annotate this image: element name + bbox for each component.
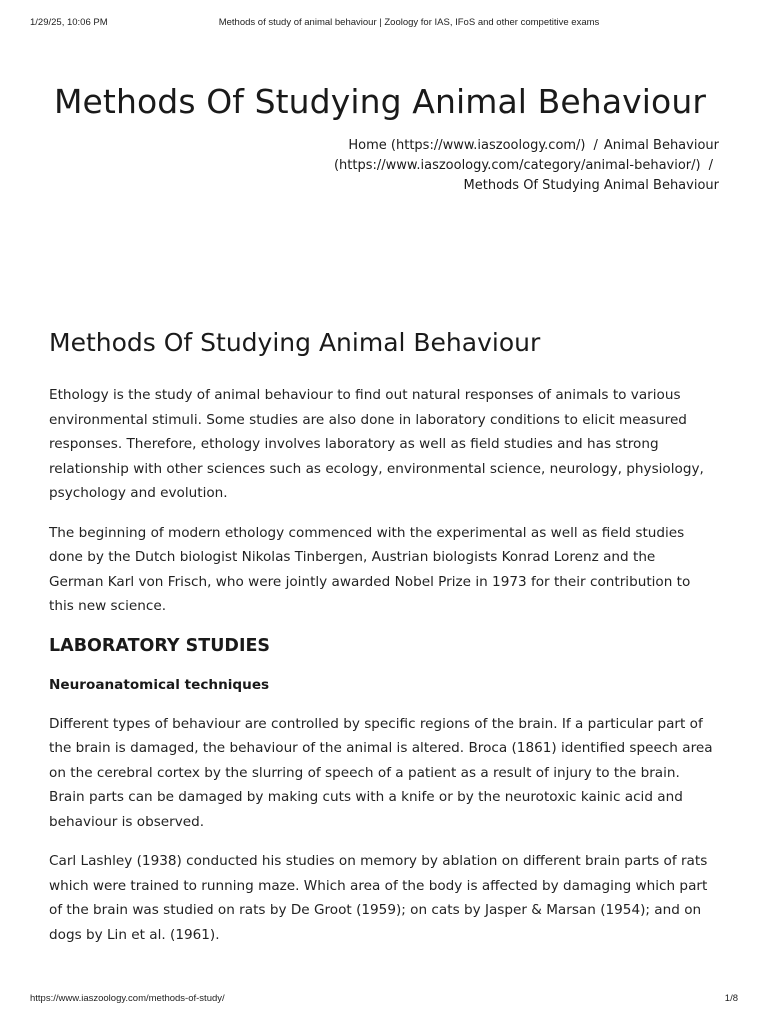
print-footer xyxy=(0,993,768,1007)
article-content xyxy=(49,326,714,962)
breadcrumb-category-link[interactable]: Animal Behaviour (https://www.iaszoology.com/category/animal-behavior/) xyxy=(333,138,719,173)
article-paragraph: The beginning of modern ethology commenced with the experimental as well as field studies done by the Dutch biologist Nikolas Tinbergen, Austrian biologists Konrad Lorenz and the German Karl von Frisch, who were jointly awarded Nobel Prize in 1973 for their contribution to this new science. xyxy=(49,524,691,614)
page-title: Methods Of Studying Animal Behaviour xyxy=(53,82,707,121)
breadcrumb xyxy=(259,136,719,196)
article-paragraph: Carl Lashley (1938) conducted his studies on memory by ablation on different brain parts of rats which were trained to running maze. Which area of the body is affected by damaging which part of the brain was studied on rats by De Groot (1959); on cats by Jasper & Marsan (1954); and on dogs by Lin et al. (1961). xyxy=(49,853,708,943)
article-title: Methods Of Studying Animal Behaviour xyxy=(49,328,541,357)
print-datetime: 1/29/25, 10:06 PM xyxy=(30,17,108,28)
breadcrumb-current: Methods Of Studying Animal Behaviour xyxy=(463,178,719,193)
print-header xyxy=(0,17,768,31)
breadcrumb-home-link[interactable]: Home (https://www.iaszoology.com/) xyxy=(348,138,586,153)
print-page-number: 1/8 xyxy=(724,993,738,1004)
section-heading: LABORATORY STUDIES xyxy=(49,635,271,656)
article-paragraph: Ethology is the study of animal behaviour to find out natural responses of animals to various environmental stimuli. Some studies are also done in laboratory conditions to elicit measured responses. Therefore, ethology involves laboratory as well as field studies and has strong relationship with other sciences such as ecology, environmental science, neurology, physiology, psychology and evolution. xyxy=(49,387,704,501)
print-page-url: https://www.iaszoology.com/methods-of-study/ xyxy=(30,993,225,1004)
breadcrumb-separator: / xyxy=(593,138,598,153)
article-paragraph: Different types of behaviour are controlled by specific regions of the brain. If a particular part of the brain is damaged, the behaviour of the animal is altered. Broca (1861) identified speech area on the cerebral cortex by the slurring of speech of a patient as a result of injury to the brain. Brain parts can be damaged by making cuts with a knife or by the neurotoxic kainic acid and behaviour is observed. xyxy=(49,715,713,830)
breadcrumb-separator: / xyxy=(708,158,713,173)
print-document-title: Methods of study of animal behaviour | Zoology for IAS, IFoS and other competitive exams xyxy=(218,17,600,28)
subsection-heading: Neuroanatomical techniques xyxy=(49,676,270,693)
